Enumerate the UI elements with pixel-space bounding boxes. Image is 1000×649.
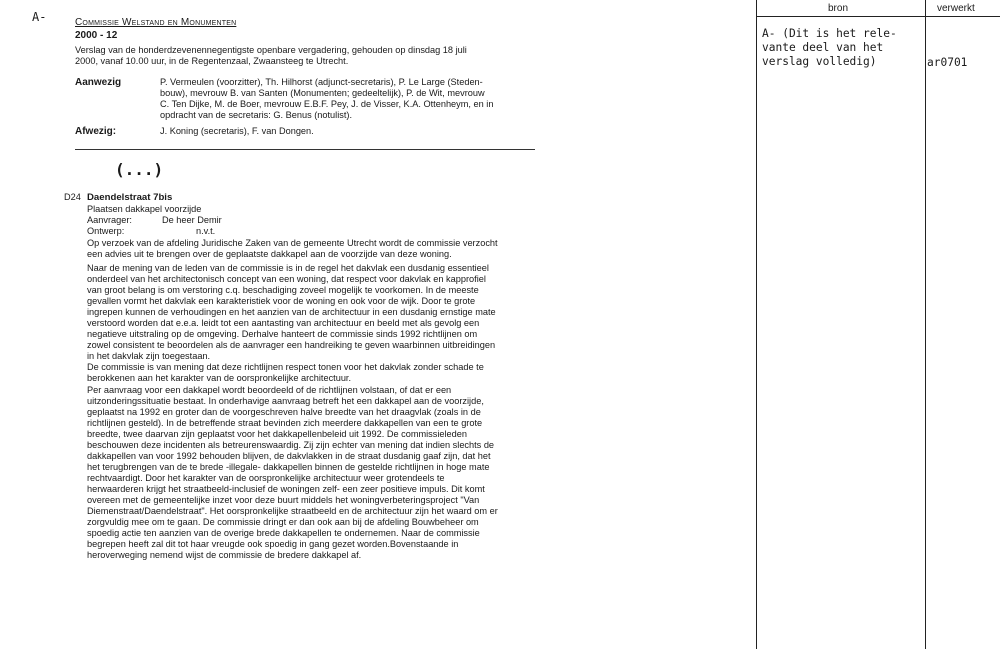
present-text: P. Vermeulen (voorzitter), Th. Hilhorst (adjunct-secretaris), P. Le Large (Steden- bouw), mevrouw B. van Santen (Monumenten; gedeeltelijk), P. de Wit, mevrouw C. Ten Dijke, M. de Boer, mevrouw E.B.F. Pey, J. de Visser, K.A. Ottenheym, en in opdracht van de secretaris: G. Benus (notulist). bbox=[160, 77, 494, 120]
design-label: Ontwerp: bbox=[87, 226, 125, 236]
margin-mark: A- bbox=[32, 10, 47, 24]
table-header-divider bbox=[756, 16, 1000, 17]
paragraph-guidelines: De commissie is van mening dat deze richtlijnen respect tonen voor het dakvlak zonder schade te berokkenen aan het karakter van de oorspronkelijke architectuur. bbox=[87, 362, 484, 383]
item-subtitle: Plaatsen dakkapel voorzijde bbox=[87, 204, 202, 214]
table-left-border bbox=[756, 0, 757, 649]
table-middle-border bbox=[925, 0, 926, 649]
paragraph-assessment: Per aanvraag voor een dakkapel wordt beoordeeld of de richtlijnen volstaan, of dat er een uitzonderingssituatie bestaat. In onderhavige aanvraag betreft het een dakkapel aan de voorzijde, geplaatst na 1992 en groter dan de voorgeschreven halve breedte van het draagvlak (zoals in de richtlijnen gesteld). In de betreffende straat bevinden zich meerdere dakkapellen van een te grote breedte, twee daarvan zijn geplaatst voor het dakkapellenbeleid uit 1992. De commissieleden beschouwen deze incidenten als betreurenswaardig. Zij zijn echter van mening dat indien slechts de dakkapellen van voor 1992 behouden blijven, de dakvlakken in de straat dusdanig gaaf zijn, dat het het terugbrengen van de te brede -illegale- dakkapellen binnen de gestelde richtlijnen in hoge mate rechtvaardigt. Door het karakter van de oorspronkelijke architectuur weer grotendeels te herwaarderen krijgt het straatbeeld-inclusief de woningen zelf- een zeer positieve impuls. Dit komt overeen met de gemeentelijke inzet voor deze buurt middels het woningverbeteringsproject "Van Diemenstraat/Daendelstraat". Het oorspronkelijke straatbeeld en de architectuur zijn het waard om er zorgvuldig mee om te gaan. De commissie dringt er dan ook aan bij de afdeling Bouwbeheer om spoedig actie ten aanzien van de overige brede dakkapellen te ondernemen. Naar de commissie begrepen heeft zal dit tot haar vreugde ook spoedig in gang gezet worden.Bovenstaande in heroverweging nemend wijst de commissie de bredere dakkapel af. bbox=[87, 385, 498, 560]
present-label: Aanwezig bbox=[75, 77, 122, 88]
item-code: D24 bbox=[64, 192, 81, 202]
column-header-verwerkt: verwerkt bbox=[937, 3, 975, 14]
omission-ellipsis: (...) bbox=[115, 160, 164, 179]
header-divider bbox=[75, 149, 535, 150]
verwerkt-value: ar0701 bbox=[927, 56, 968, 69]
bron-note: A- (Dit is het rele- vante deel van het verslag volledig) bbox=[762, 27, 897, 68]
item-title: Daendelstraat 7bis bbox=[87, 192, 173, 203]
paragraph-opinion: Naar de mening van de leden van de commissie is in de regel het dakvlak een dusdanig essentieel onderdeel van het architectonisch concept van een woning, dat respect voor dakvlak en kapprofiel van groot belang is om verstoring c.q. beschadiging zoveel mogelijk te voorkomen. In de meeste gevallen vormt het dakvlak een karakteristiek voor de woning en ook voor de wijk. Door te grote ingrepen kunnen de verhoudingen en het aanzien van de architectuur in een dusdanig ernstige mate verstoord worden dat e.e.a. leidt tot een aantasting van architectuur en beeld met als gevolg een negatieve uitstraling op de omgeving. Derhalve hanteert de commissie sinds 1992 richtlijnen om zowel consistent te beoordelen als de aanvrager een handreiking te geven waarbinnen uitbreidingen in het dakvlak zijn toegestaan. bbox=[87, 263, 496, 361]
org-title: Commissie Welstand en Monumenten bbox=[75, 17, 237, 28]
meeting-number: 2000 - 12 bbox=[75, 30, 118, 41]
absent-label: Afwezig: bbox=[75, 126, 117, 137]
meeting-intro: Verslag van de honderdzevenennegentigste openbare vergadering, gehouden op dinsdag 18 juli 2000, vanaf 10.00 uur, in de Regentenzaal, Zwaansteeg te Utrecht. bbox=[75, 45, 467, 66]
design-value: n.v.t. bbox=[196, 226, 216, 236]
absent-text: J. Koning (secretaris), F. van Dongen. bbox=[160, 126, 314, 136]
paragraph-request: Op verzoek van de afdeling Juridische Zaken van de gemeente Utrecht wordt de commissie verzocht een advies uit te brengen over de geplaatste dakkapel aan de voorzijde van deze woning. bbox=[87, 238, 498, 259]
applicant-value: De heer Demir bbox=[162, 215, 222, 225]
applicant-label: Aanvrager: bbox=[87, 215, 132, 225]
column-header-bron: bron bbox=[828, 3, 849, 14]
